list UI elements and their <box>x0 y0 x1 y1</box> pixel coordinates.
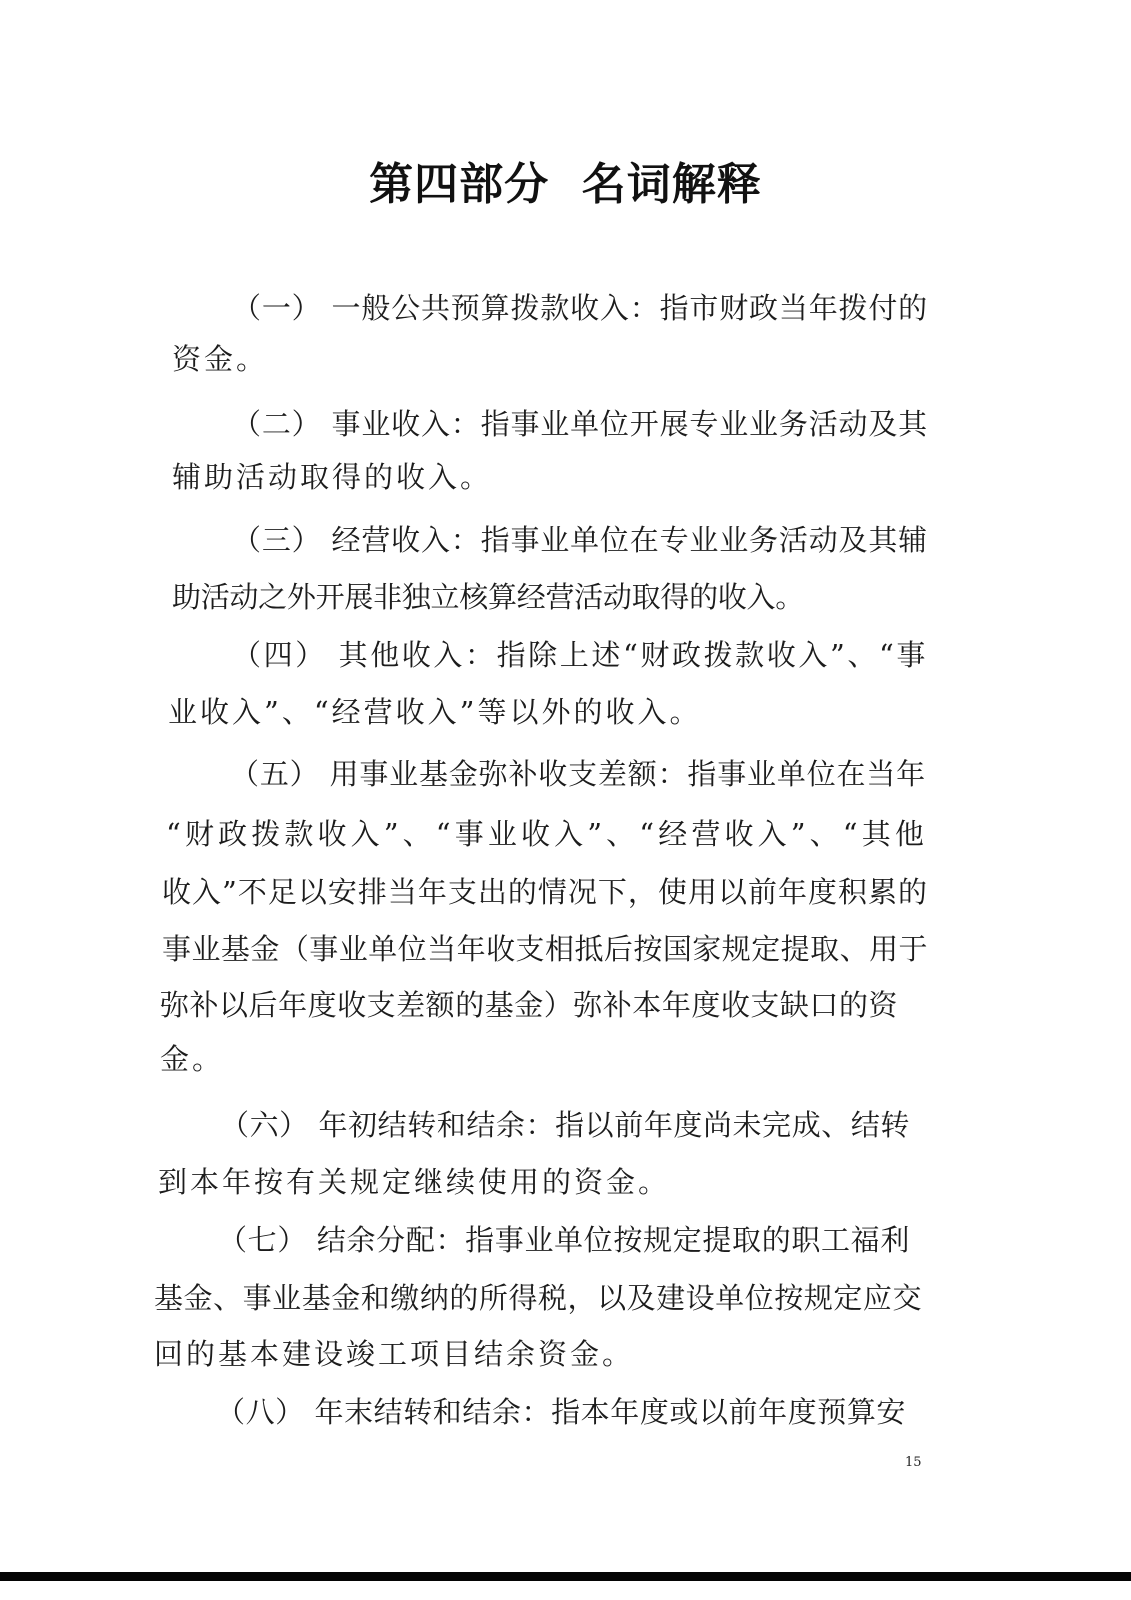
text-line: 资金。 <box>172 342 269 376</box>
text-line: 基金、事业基金和缴纳的所得税，以及建设单位按规定应交 <box>154 1281 922 1315</box>
text-line: 弥补以后年度收支差额的基金）弥补本年度收支缺口的资 <box>160 988 898 1022</box>
text-line: （二） 事业收入：指事业单位开展专业业务活动及其 <box>232 407 928 441</box>
text-line: （七） 结余分配：指事业单位按规定提取的职工福利 <box>218 1223 910 1257</box>
text-line: （六） 年初结转和结余：指以前年度尚未完成、结转 <box>220 1108 910 1142</box>
text-line: 回的基本建设竣工项目结余资金。 <box>154 1337 635 1371</box>
text-line: 助活动之外开展非独立核算经营活动取得的收入。 <box>172 580 804 614</box>
text-line: （一） 一般公共预算拨款收入：指市财政当年拨付的 <box>232 291 928 325</box>
text-line: （八） 年末结转和结余：指本年度或以前年度预算安 <box>216 1395 906 1429</box>
text-line: 业收入”、“经营收入”等以外的收入。 <box>168 695 702 729</box>
text-line: 到本年按有关规定继续使用的资金。 <box>158 1165 671 1199</box>
text-line: 辅助活动取得的收入。 <box>172 460 493 494</box>
text-line: “财政拨款收入”、“事业收入”、“经营收入”、“其他 <box>166 817 928 851</box>
text-line: 收入”不足以安排当年支出的情况下，使用以前年度积累的 <box>162 875 928 909</box>
text-line: 事业基金（事业单位当年收支相抵后按国家规定提取、用于 <box>162 932 928 966</box>
text-line: 金。 <box>160 1042 225 1076</box>
text-line: （四） 其他收入：指除上述“财政拨款收入”、“事 <box>232 638 928 672</box>
page-number: 15 <box>905 1455 922 1470</box>
scan-edge-bar <box>0 1572 1131 1581</box>
text-line: （五） 用事业基金弥补收支差额：指事业单位在当年 <box>230 757 926 791</box>
text-line: （三） 经营收入：指事业单位在专业业务活动及其辅 <box>232 523 928 557</box>
page-title: 第四部分 名词解释 <box>369 159 762 210</box>
